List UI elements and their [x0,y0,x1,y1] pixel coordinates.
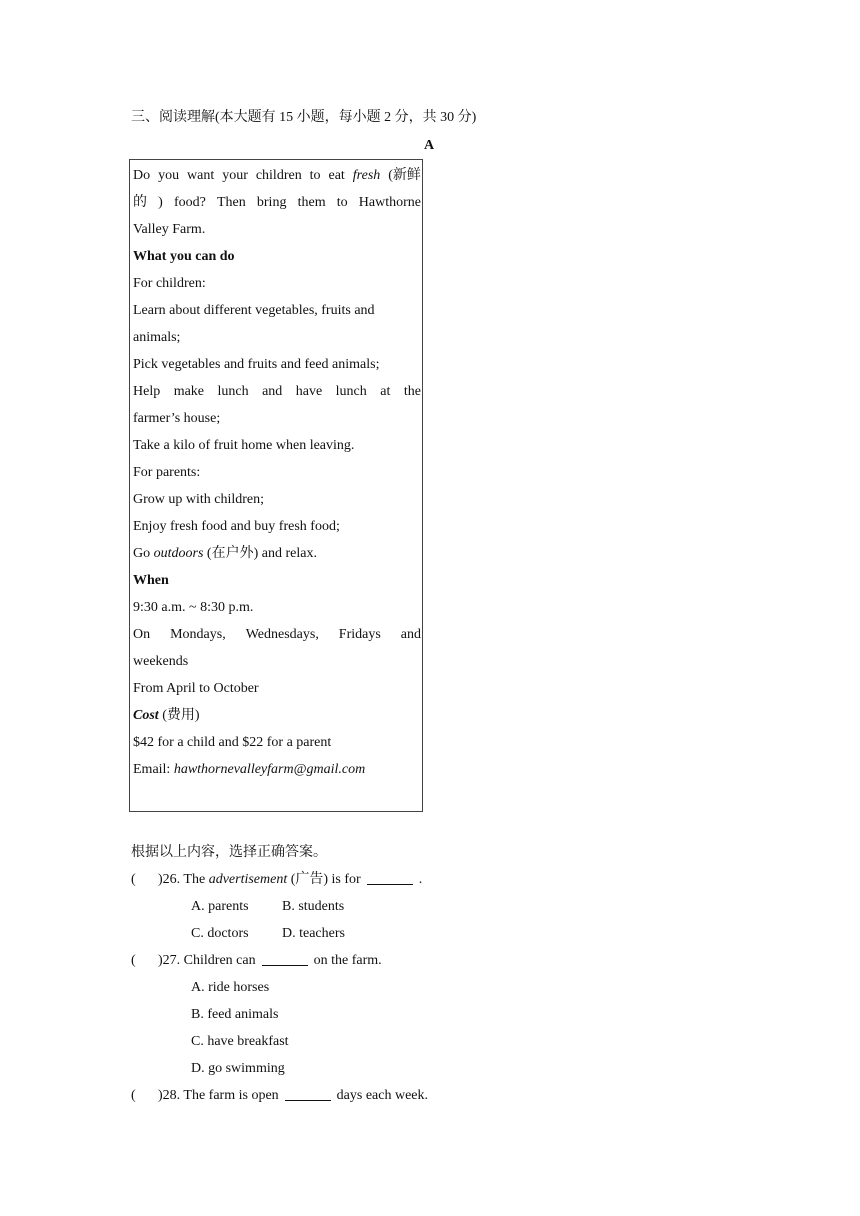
ad-word: (新鲜 [388,168,421,183]
parents-item-2: Enjoy fresh food and buy fresh food; [133,519,340,534]
ad-word: Wednesdays, [245,627,319,642]
email-address[interactable]: hawthornevalleyfarm@gmail.com [173,762,366,777]
option-d[interactable]: D. teachers [282,926,345,941]
text-segment: Go [133,546,154,561]
ad-intro-line-2 [133,189,421,216]
ad-word: 的 [133,195,147,210]
ad-word: Mondays, [170,627,226,642]
answer-blank[interactable] [285,1086,331,1101]
for-parents-label: For parents: [133,465,201,480]
section-heading: 三、阅读理解(本大题有 15 小题，每小题 2 分，共 30 分) [131,110,477,125]
ad-word: Then [216,195,246,210]
question-28 [158,1082,428,1109]
ad-word: them [297,195,326,210]
parents-item-3 [133,540,421,567]
answer-paren: ( [131,872,136,887]
what-heading: What you can do [133,249,235,264]
option-a[interactable]: A. parents [191,899,249,914]
ad-word: bring [256,195,287,210]
ad-word: and [400,627,421,642]
ad-word: Help [133,384,161,399]
ad-word: to [309,168,321,183]
ad-word: and [262,384,283,399]
ad-word: eat [328,168,345,183]
ad-word: lunch [335,384,367,399]
ad-word: you [158,168,180,183]
question-26 [158,866,422,893]
ad-intro-line-1 [133,162,421,189]
children-item-2: Pick vegetables and fruits and feed animals; [133,357,380,372]
cost-note: (费用) [158,708,200,723]
ad-word: have [295,384,323,399]
question-text: )28. The farm is open [158,1088,279,1103]
children-item-1: Learn about different vegetables, fruits and [133,303,375,318]
ad-word: the [403,384,421,399]
ad-word: lunch [217,384,249,399]
email-line [133,756,421,783]
question-text: )26. The [158,872,209,887]
question-text: . [418,872,423,887]
email-label: Email: [133,762,174,777]
when-heading: When [133,573,169,588]
when-days [133,621,421,648]
when-hours: 9:30 a.m. ~ 8:30 p.m. [133,600,254,615]
question-27 [158,947,382,974]
question-emphasis: advertisement [208,872,288,887]
answer-blank[interactable] [367,870,413,885]
children-item-3 [133,378,421,405]
ad-word: Fridays [338,627,381,642]
ad-word: your [222,168,248,183]
parents-item-1: Grow up with children; [133,492,265,507]
cost-heading: Cost [133,708,159,723]
question-text: (广告) is for [287,872,361,887]
advertisement-box [129,159,423,812]
ad-word: ) [158,195,163,210]
question-text: days each week. [336,1088,428,1103]
ad-word: make [173,384,205,399]
for-children-label: For children: [133,276,206,291]
children-item-3-cont: farmer’s house; [133,411,221,426]
when-months: From April to October [133,681,259,696]
answer-paren: ( [131,953,136,968]
answer-paren: ( [131,1088,136,1103]
option-b[interactable]: B. feed animals [191,1007,279,1022]
when-days-cont: weekends [133,654,189,669]
option-d[interactable]: D. go swimming [191,1061,285,1076]
answer-blank[interactable] [262,951,308,966]
option-b[interactable]: B. students [282,899,345,914]
ad-word: to [336,195,348,210]
ad-word: On [133,627,151,642]
option-c[interactable]: C. have breakfast [191,1034,289,1049]
ad-word-fresh: fresh [352,168,381,183]
cost-text: $42 for a child and $22 for a parent [133,735,332,750]
ad-word: food? [173,195,206,210]
ad-intro-line-3: Valley Farm. [133,222,206,237]
option-a[interactable]: A. ride horses [191,980,270,995]
option-c[interactable]: C. doctors [191,926,249,941]
question-text: )27. Children can [158,953,256,968]
children-item-4: Take a kilo of fruit home when leaving. [133,438,355,453]
question-text: on the farm. [313,953,382,968]
ad-word: children [255,168,302,183]
ad-word: Do [133,168,151,183]
ad-word: Hawthorne [358,195,421,210]
instruction: 根据以上内容，选择正确答案。 [131,845,327,860]
ad-word: at [380,384,391,399]
text-emphasis: outdoors [153,546,204,561]
text-segment: (在户外) and relax. [203,546,317,561]
ad-word: want [187,168,215,183]
cost-heading-line [133,702,421,729]
passage-label: A [424,138,435,153]
children-item-1-cont: animals; [133,330,181,345]
